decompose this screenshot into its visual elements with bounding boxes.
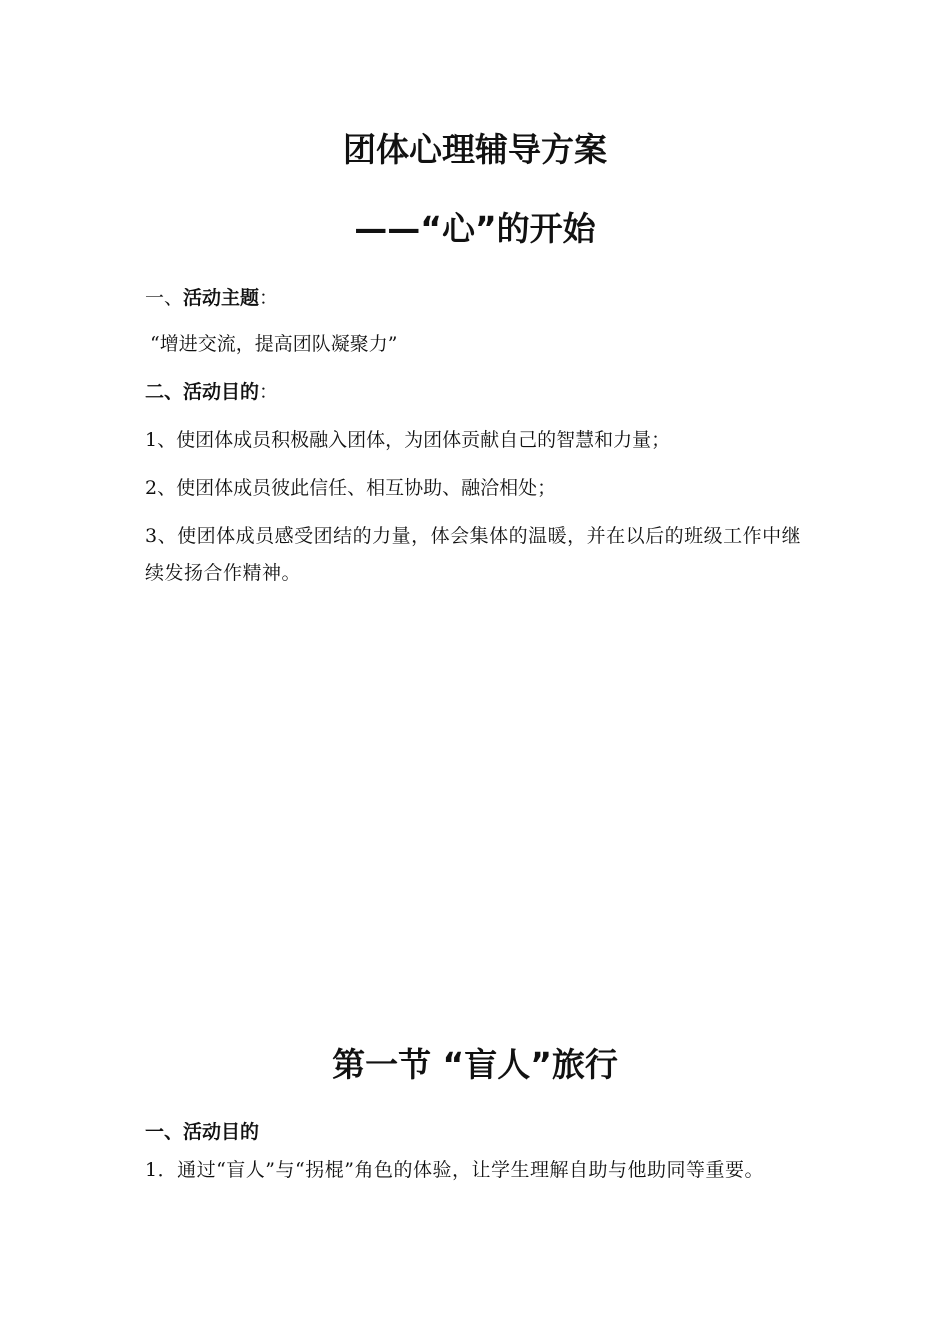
goal-item-3: 3、使团体成员感受团结的力量，体会集体的温暖，并在以后的班级工作中继续发扬合作精神。 — [145, 525, 802, 584]
goal-item-2: 2、使团体成员彼此信任、相互协助、融洽相处； — [145, 477, 557, 499]
theme-text: “增进交流，提高团队凝聚力” — [150, 333, 398, 355]
goal-heading — [145, 380, 278, 404]
theme-heading-number: 一、 — [145, 287, 184, 309]
section-title: 第一节 “盲人”旅行 — [332, 1045, 618, 1084]
section-goal-heading — [145, 1120, 259, 1144]
document-subtitle: ——“心”的开始 — [354, 209, 596, 248]
document-title: 团体心理辅导方案 — [343, 130, 607, 169]
theme-heading-label: 活动主题 — [183, 287, 260, 309]
goal-heading-label: 二、活动目的 — [145, 381, 260, 403]
goal-heading-colon: ： — [259, 381, 279, 403]
section-goal-heading-label: 一、活动目的 — [145, 1121, 260, 1143]
theme-heading-colon: ： — [259, 287, 279, 309]
section-goal-item-1: 1．通过“盲人”与“拐棍”角色的体验，让学生理解自助与他助同等重要。 — [145, 1159, 764, 1181]
goal-item-1: 1、使团体成员积极融入团体，为团体贡献自己的智慧和力量； — [145, 429, 671, 451]
theme-heading — [145, 286, 278, 310]
